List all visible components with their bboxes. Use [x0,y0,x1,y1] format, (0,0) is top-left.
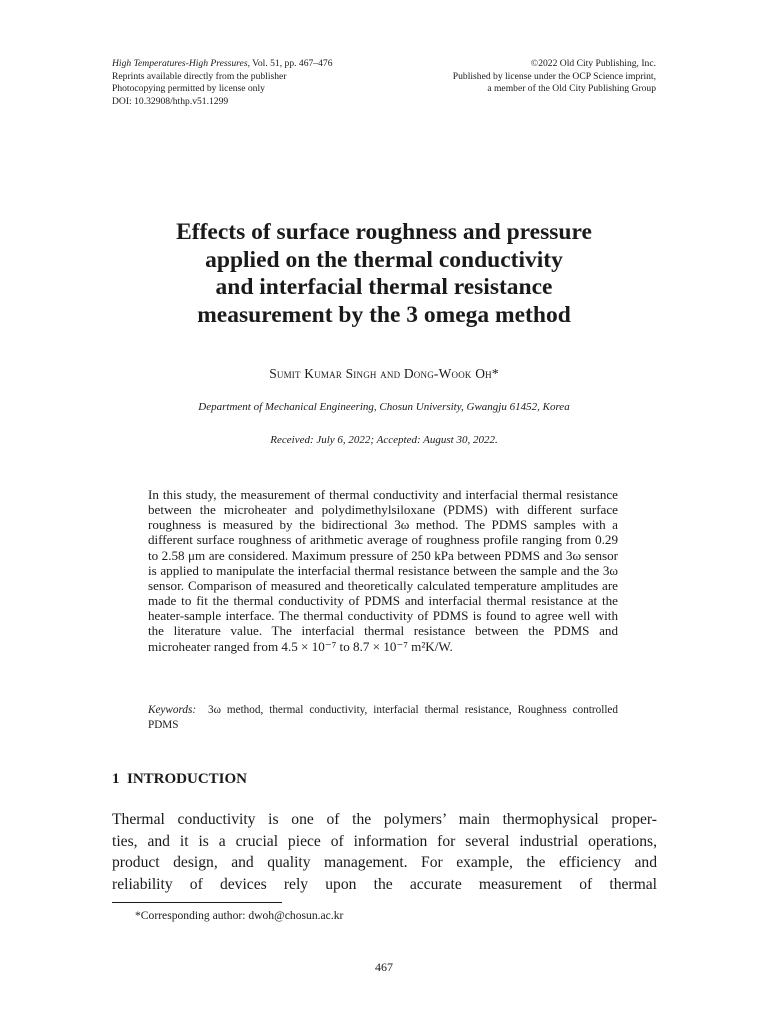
doi: DOI: 10.32908/hthp.v51.1299 [112,95,229,107]
authors: Sumit Kumar Singh and Dong-Wook Oh* [269,366,499,381]
title-line: Effects of surface roughness and pressure [176,219,592,245]
body-line: ties, and it is a crucial piece of information for several industrial operations, [112,832,657,850]
title-line: applied on the thermal conductivity [205,246,563,273]
keywords [148,703,618,733]
section-title: INTRODUCTION [127,771,248,787]
journal-header-left [112,58,333,108]
page-number: 467 [375,960,393,974]
paper-title [100,219,668,329]
introduction-paragraph [112,809,657,895]
license-line: Published by license under the OCP Science imprint, [452,70,656,82]
title-line: measurement by the 3 omega method [197,301,571,328]
corresponding-author-footnote: *Corresponding author: dwoh@chosun.ac.kr [135,909,344,922]
reprints-note: Reprints available directly from the publisher [112,70,287,82]
keywords-text: 3ω method, thermal conductivity, interfacial thermal resistance, Roughness controlled PDMS [148,704,618,731]
body-line: product design, and quality management. For example, the efficiency and [112,854,657,872]
body-line: reliability of devices rely upon the accurate measurement of thermal [112,875,657,893]
volume-pages: , Vol. 51, pp. 467–476 [247,58,333,69]
footnote-divider [112,902,282,903]
received-accepted-dates: Received: July 6, 2022; Accepted: August 30, 2022. [270,434,498,446]
photocopy-note: Photocopying permitted by license only [112,83,265,95]
body-line: Thermal conductivity is one of the polymers’ main thermophysical proper- [112,811,657,828]
title-line: and interfacial thermal resistance [215,274,553,301]
keywords-label: Keywords: [148,704,197,716]
section-heading [112,771,247,788]
affiliation: Department of Mechanical Engineering, Chosun University, Gwangju 61452, Korea [198,401,570,413]
section-number: 1 [112,771,120,787]
abstract: In this study, the measurement of thermal conductivity and interfacial thermal resistance between the microheater and polydimethylsiloxane (PDMS) with different surface roughness is measured by the bidirectional 3ω method. The PDMS samples with a different surface roughness of arithmetic average of roughness profile ranging from 0.29 to 2.58 μm are considered. Maximum pressure of 250 kPa between PDMS and 3ω sensor is applied to manipulate the interfacial thermal resistance between the sample and the 3ω sensor. Comparison of measured and theoretically calculated temperature amplitudes are made to fit the thermal conductivity of PDMS and interfacial thermal resistance at the heater-sample interface. The thermal conductivity of PDMS is found to agree well with the literature value. The interfacial thermal resistance between the PDMS and microheater ranged from 4.5 × 10⁻⁷ to 8.7 × 10⁻⁷ m²K/W. [148,487,618,654]
journal-citation-line [112,58,333,71]
publisher-group-line: a member of the Old City Publishing Group [487,83,656,95]
copyright-line: ©2022 Old City Publishing, Inc. [530,58,656,69]
journal-name: High Temperatures-High Pressures [112,58,248,69]
journal-header-right [453,58,656,96]
